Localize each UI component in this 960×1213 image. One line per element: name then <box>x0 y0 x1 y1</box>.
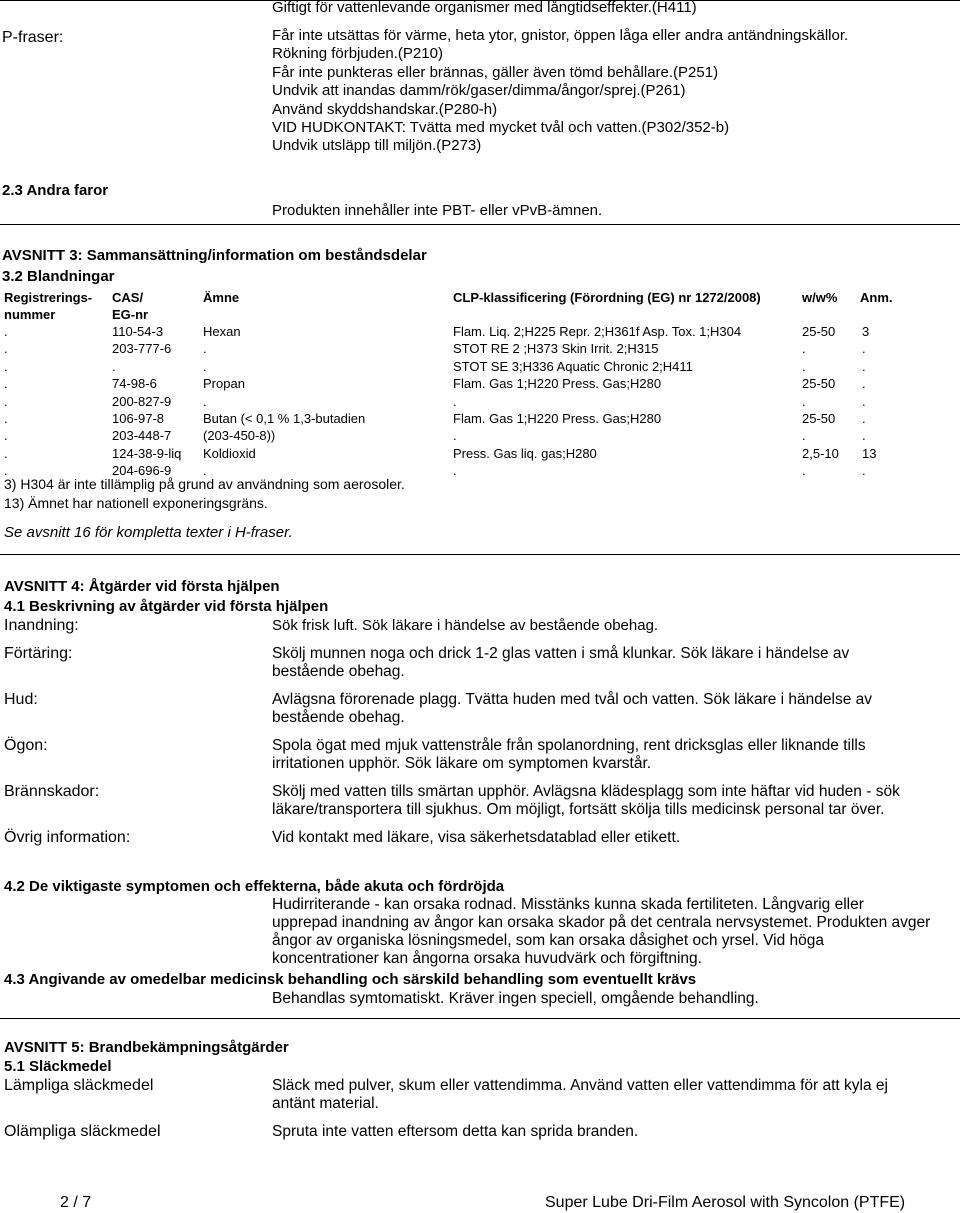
note-3: 3) H304 är inte tillämplig på grund av användning som aerosoler. <box>4 476 405 492</box>
cell-reg: . <box>4 428 8 444</box>
cell-amne: Hexan <box>203 324 241 339</box>
first-aid-label: Förtäring: <box>4 645 73 662</box>
cell-reg: . <box>4 445 8 461</box>
cell-clp: Flam. Gas 1;H220 Press. Gas;H280 <box>453 410 662 426</box>
h411-line: Giftigt för vattenlevande organismer med långtidseffekter.(H411) <box>272 0 697 16</box>
first-aid-label: Ögon: <box>4 737 48 754</box>
cell-anm: . <box>862 428 866 444</box>
col-header-reg: Registrerings- <box>4 290 93 305</box>
andra-faror-text: Produkten innehåller inte PBT- eller vPvB-ämnen. <box>272 202 603 219</box>
cell-anm: . <box>862 463 866 479</box>
cell-clp: . <box>453 393 457 409</box>
p-line: VID HUDKONTAKT: Tvätta med mycket tvål och vatten.(P302/352-b) <box>272 119 730 137</box>
sub-5-1: 5.1 Släckmedel <box>4 1058 112 1075</box>
col-header-cas: CAS/ <box>112 290 144 305</box>
col-header-clp: CLP-klassificering (Förordning (EG) nr 1272/2008) <box>453 290 761 305</box>
page-number: 2 / 7 <box>60 1194 92 1211</box>
cell-cas: 200-827-9 <box>112 393 172 409</box>
section-rule <box>0 1018 960 1019</box>
first-aid-label: Hud: <box>4 691 38 708</box>
cell-ww: 25-50 <box>802 376 836 392</box>
composition-table <box>0 323 960 480</box>
cell-ww: . <box>802 463 806 479</box>
cell-cas: 110-54-3 <box>112 324 164 339</box>
table-row <box>0 375 960 392</box>
cell-ww: 25-50 <box>802 410 836 426</box>
cell-amne: (203-450-8)) <box>203 428 276 444</box>
avsnitt3-heading: AVSNITT 3: Sammansättning/information om beståndsdelar <box>2 247 427 264</box>
table-row <box>0 445 960 462</box>
cell-reg: . <box>4 341 8 357</box>
cell-amne: Koldioxid <box>203 445 256 461</box>
see-section-16: Se avsnitt 16 för kompletta texter i H-fraser. <box>4 524 293 541</box>
p-line: Undvik att inandas damm/rök/gaser/dimma/ångor/sprej.(P261) <box>272 82 686 100</box>
col-header-anm: Anm. <box>860 290 893 305</box>
cell-ww: . <box>802 358 806 374</box>
cell-cas: 74-98-6 <box>112 376 157 392</box>
cell-amne: . <box>203 341 207 357</box>
cell-anm: . <box>862 376 866 392</box>
table-row <box>0 410 960 427</box>
treatment-text: Behandlas symtomatiskt. Kräver ingen speciell, omgående behandling. <box>272 990 759 1007</box>
p-line: Rökning förbjuden.(P210) <box>272 45 443 63</box>
cell-anm: . <box>862 410 866 426</box>
cell-anm: . <box>862 341 866 357</box>
cell-anm: 13 <box>862 445 877 461</box>
cell-clp: Flam. Gas 1;H220 Press. Gas;H280 <box>453 376 662 392</box>
table-row <box>0 323 960 340</box>
first-aid-label: Övrig information: <box>4 829 131 846</box>
cell-ww: . <box>802 428 806 444</box>
cell-clp: STOT RE 2 ;H373 Skin Irrit. 2;H315 <box>453 341 659 357</box>
sub-4-1: 4.1 Beskrivning av åtgärder vid första hjälpen <box>4 598 329 615</box>
cell-clp: STOT SE 3;H336 Aquatic Chronic 2;H411 <box>453 358 693 374</box>
table-row <box>0 393 960 410</box>
cell-amne: . <box>203 463 207 479</box>
p-fraser-list <box>272 27 848 156</box>
p-line: Får inte utsättas för värme, heta ytor, gnistor, öppen låga eller andra antändningskällor. <box>272 27 849 44</box>
cell-ww: . <box>802 393 806 409</box>
col-header-reg: nummer <box>4 307 56 322</box>
symptoms-text: Hudirriterande - kan orsaka rodnad. Misstänks kunna skada fertiliteten. Långvarig eller upprepad inandning av ångor kan orsaka skador på det centrala nervsystemet. Produkten avger ångor av organiska lösningsmedel, som kan orsaka dåsighet och yrsel. Vid höga koncentrationer kan ångorna orsaka huvudvärk och förgiftning. <box>272 896 931 967</box>
col-header-amne: Ämne <box>203 290 240 305</box>
cell-cas: 203-777-6 <box>112 341 172 357</box>
product-name: Super Lube Dri-Film Aerosol with Syncolon (PTFE) <box>545 1194 906 1211</box>
cell-ww: 25-50 <box>802 324 836 339</box>
cell-cas: 203-448-7 <box>112 428 172 444</box>
cell-anm: 3 <box>862 324 870 339</box>
sub-4-2: 4.2 De viktigaste symptomen och effekterna, både akuta och fördröjda <box>4 878 505 895</box>
cell-ww: . <box>802 341 806 357</box>
cell-clp: . <box>453 463 457 479</box>
cell-cas: 204-696-9 <box>112 463 172 479</box>
p-line: Får inte punkteras eller brännas, gäller även tömd behållare.(P251) <box>272 63 719 81</box>
cell-anm: . <box>862 358 866 374</box>
cell-reg: . <box>4 376 8 392</box>
avsnitt5-heading: AVSNITT 5: Brandbekämpningsåtgärder <box>4 1039 289 1056</box>
p-line: Undvik utsläpp till miljön.(P273) <box>272 137 482 155</box>
cell-cas: 124-38-9-liq <box>112 445 182 461</box>
note-13: 13) Ämnet har nationell exponeringsgräns. <box>4 495 268 511</box>
table-row <box>0 340 960 357</box>
cell-reg: . <box>4 463 8 479</box>
extinguish-text: Spruta inte vatten eftersom detta kan sprida branden. <box>272 1123 639 1140</box>
avsnitt4-heading: AVSNITT 4: Åtgärder vid första hjälpen <box>4 578 280 595</box>
table-row <box>0 358 960 375</box>
cell-reg: . <box>4 393 8 409</box>
first-aid-text: Vid kontakt med läkare, visa säkerhetsdatablad eller etikett. <box>272 829 681 846</box>
cell-reg: . <box>4 324 8 339</box>
first-aid-text: Sök frisk luft. Sök läkare i händelse av bestående obehag. <box>272 617 659 634</box>
first-aid-label: Inandning: <box>4 617 79 634</box>
first-aid-text: Skölj med vatten tills smärtan upphör. Avlägsna klädesplagg som inte häftar vid huden - sök läkare/transportera till sjukhus. Om möjligt, fortsätt skölja tills medicinsk personal tar över. <box>272 783 900 818</box>
cell-cas: 106-97-8 <box>112 410 165 426</box>
cell-reg: . <box>4 410 8 426</box>
section-rule <box>0 224 960 225</box>
cell-clp: Flam. Liq. 2;H225 Repr. 2;H361f Asp. Tox. 1;H304 <box>453 324 742 339</box>
sub-4-3: 4.3 Angivande av omedelbar medicinsk behandling och särskild behandling som eventuellt krävs <box>4 971 697 988</box>
cell-anm: . <box>862 393 866 409</box>
cell-amne: . <box>203 358 207 374</box>
section-rule <box>0 554 960 555</box>
p-line: Använd skyddshandskar.(P280-h) <box>272 100 498 118</box>
first-aid-text: Spola ögat med mjuk vattenstråle från spolanordning, rent dricksglas eller liknande tills irritationen upphör. Sök läkare om symptomen kvarstår. <box>272 737 866 772</box>
table-row <box>0 427 960 444</box>
cell-ww: 2,5-10 <box>802 445 839 461</box>
col-header-ww: w/w% <box>802 290 838 305</box>
cell-reg: . <box>4 358 8 374</box>
extinguish-label: Lämpliga släckmedel <box>4 1077 154 1094</box>
extinguish-text: Släck med pulver, skum eller vattendimma. Använd vatten eller vattendimma för att kyla ej antänt material. <box>272 1077 888 1112</box>
andra-faror-heading: 2.3 Andra faror <box>2 182 109 199</box>
col-header-eg: EG-nr <box>112 307 149 322</box>
first-aid-label: Brännskador: <box>4 783 100 800</box>
cell-amne: . <box>203 393 207 409</box>
cell-amne: Propan <box>203 376 245 392</box>
cell-clp: Press. Gas liq. gas;H280 <box>453 445 597 461</box>
first-aid-text: Skölj munnen noga och drick 1-2 glas vatten i små klunkar. Sök läkare i händelse av bestående obehag. <box>272 645 850 680</box>
blandningar-heading: 3.2 Blandningar <box>2 268 115 285</box>
cell-clp: . <box>453 428 457 444</box>
p-fraser-label: P-fraser: <box>2 29 64 46</box>
extinguish-label: Olämpliga släckmedel <box>4 1123 161 1140</box>
cell-cas: . <box>112 358 116 374</box>
first-aid-text: Avlägsna förorenade plagg. Tvätta huden med tvål och vatten. Sök läkare i händelse av bestående obehag. <box>272 691 873 726</box>
cell-amne: Butan (< 0,1 % 1,3-butadien <box>203 410 366 426</box>
